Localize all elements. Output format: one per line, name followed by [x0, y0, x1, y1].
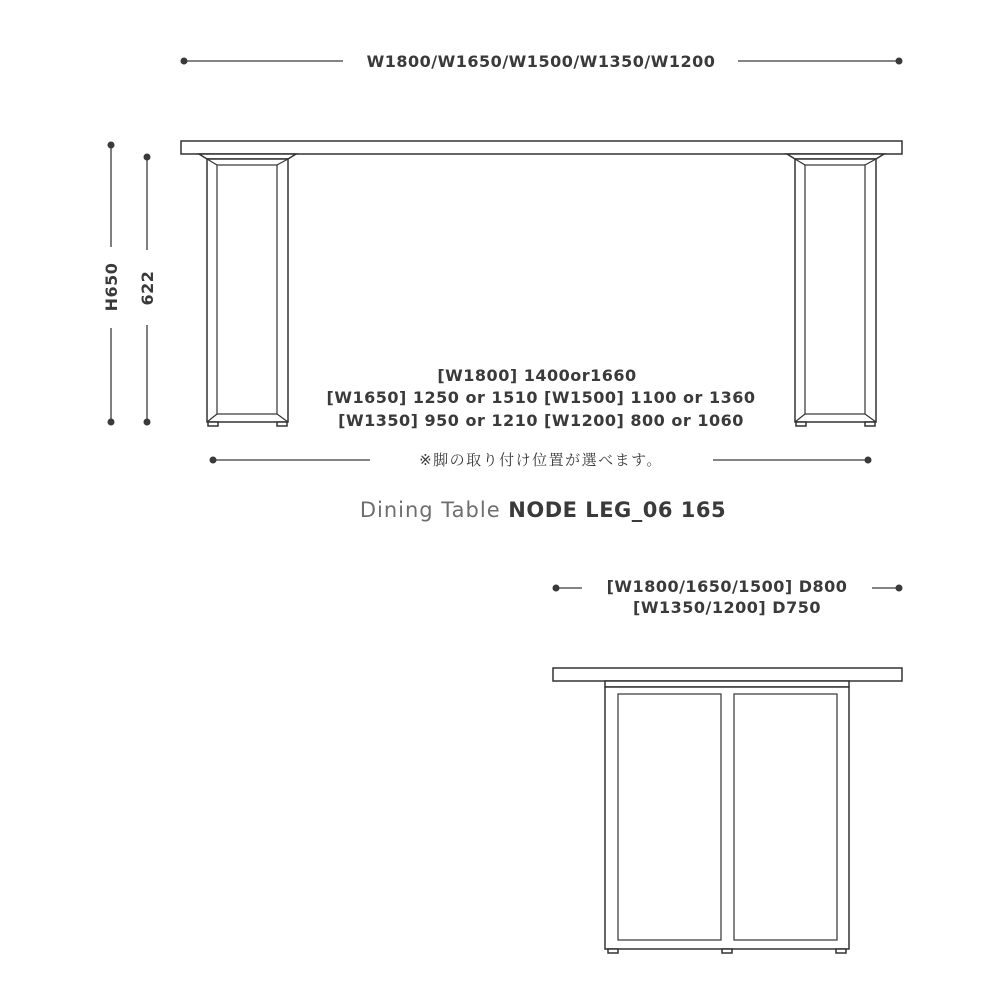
side-tabletop: [553, 668, 902, 681]
leg-spacing-line-1: [W1800] 1400or1660: [437, 366, 637, 385]
leg-spacing-line-2: [W1650] 1250 or 1510 [W1500] 1100 or 1360: [326, 388, 756, 407]
width-dimension: [181, 52, 903, 71]
depth-dimension: [553, 577, 903, 617]
front-view: [102, 52, 903, 469]
depth-label-line-1: [W1800/1650/1500] D800: [606, 577, 848, 596]
leg-position-note: ※脚の取り付け位置が選べます。: [419, 451, 663, 469]
side-leg-frame: [605, 681, 849, 953]
front-left-leg: [199, 154, 296, 426]
width-label: W1800/W1650/W1500/W1350/W1200: [366, 52, 716, 71]
leg-spacing-line-3: [W1350] 950 or 1210 [W1200] 800 or 1060: [338, 411, 744, 430]
depth-label-line-2: [W1350/1200] D750: [633, 598, 821, 617]
front-right-leg: [787, 154, 884, 426]
inner-height-dimension: [138, 154, 157, 426]
product-title-name: NODE LEG_06 165: [508, 498, 727, 522]
front-tabletop: [181, 141, 902, 154]
product-title-prefix: Dining Table: [359, 498, 509, 522]
inner-height-label: 622: [138, 270, 157, 306]
height-label: H650: [102, 262, 121, 312]
product-title: [360, 498, 726, 522]
leg-spacing-table: [327, 366, 756, 430]
leg-spacing-dimension: [210, 451, 872, 469]
side-view: [553, 577, 903, 953]
height-dimension: [102, 142, 121, 426]
